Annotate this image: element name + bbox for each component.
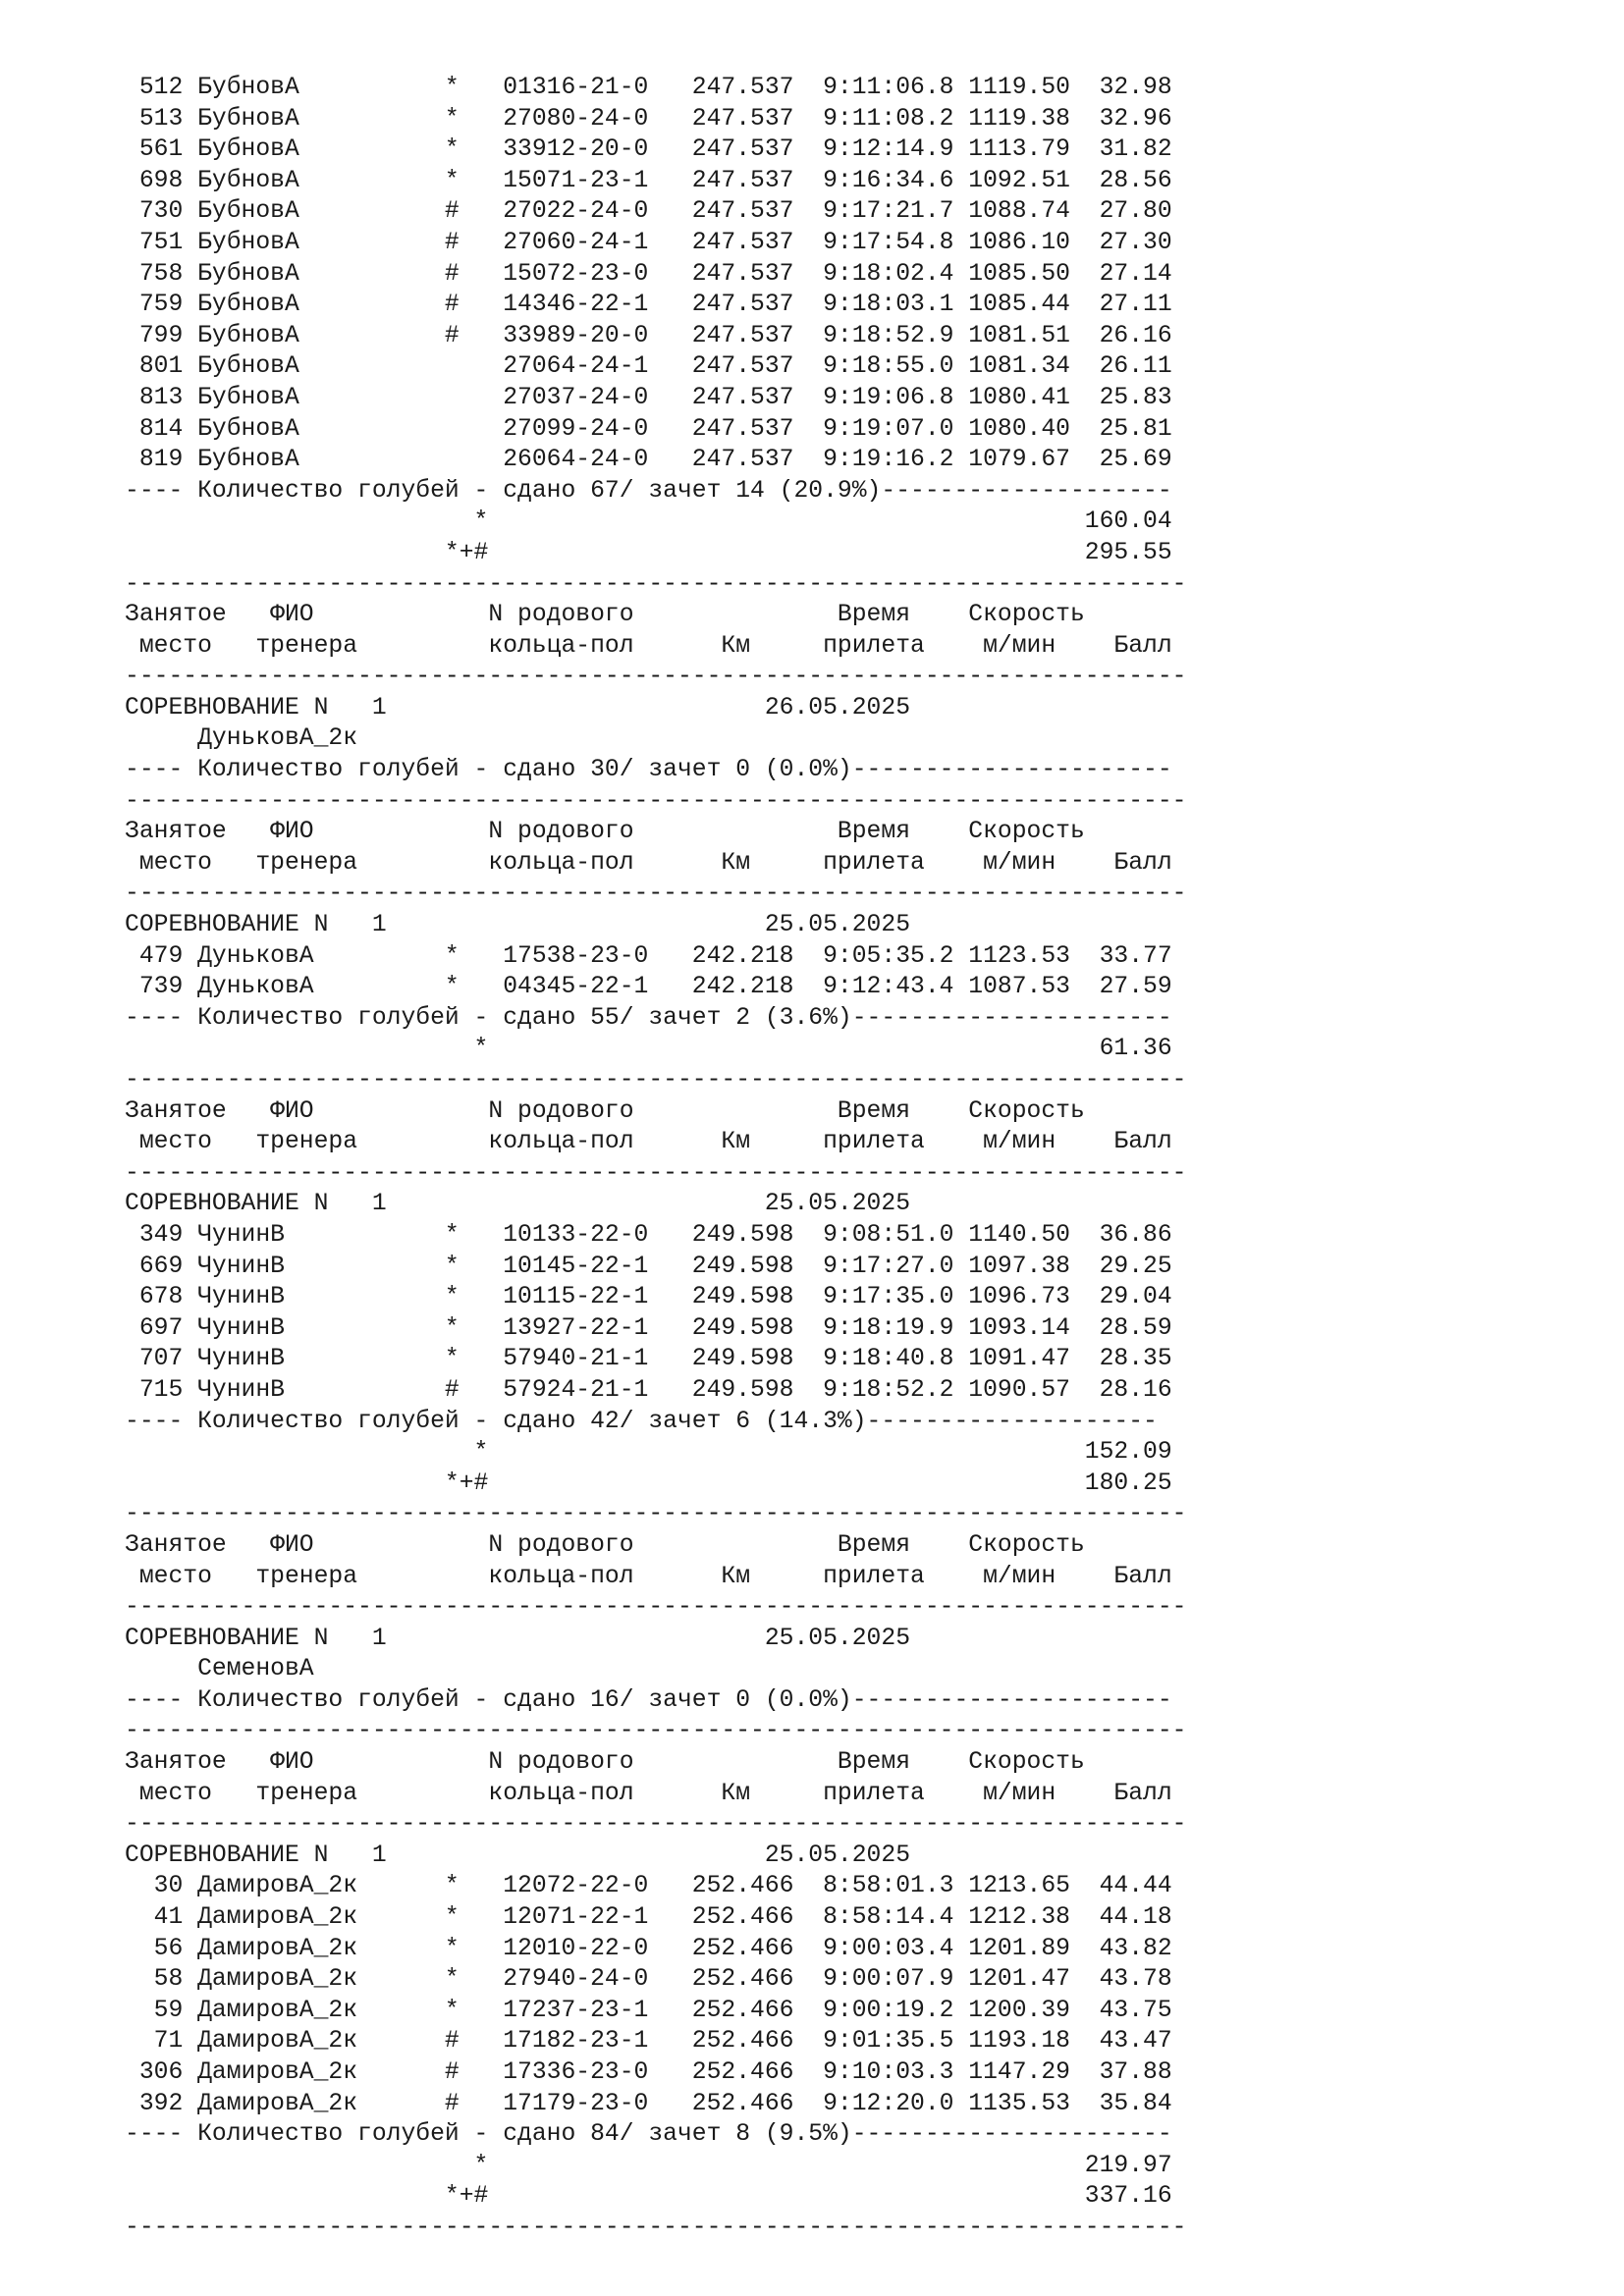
competition-header: СОРЕВНОВАНИЕ N 1 25.05.2025 <box>125 1190 911 1218</box>
competition-header: СОРЕВНОВАНИЕ N 1 25.05.2025 <box>125 1841 911 1869</box>
competition-header: СОРЕВНОВАНИЕ N 1 26.05.2025 <box>125 693 911 721</box>
score-total: * 61.36 <box>125 1035 1172 1063</box>
column-header: Занятое ФИО N родового Время Скорость <box>125 1530 1085 1559</box>
result-row: 758 БубновА # 15072-23-0 247.537 9:18:02.4 1085.50 27.14 <box>125 259 1172 288</box>
separator-line: ------------------------------------------------------------------------- <box>125 2213 1187 2241</box>
result-row: 513 БубновА * 27080-24-0 247.537 9:11:08.2 1119.38 32.96 <box>125 104 1172 133</box>
result-row: 56 ДамировА_2к * 12010-22-0 252.466 9:00:03.4 1201.89 43.82 <box>125 1934 1172 1962</box>
result-row: 479 ДуньковА * 17538-23-0 242.218 9:05:35.2 1123.53 33.77 <box>125 941 1172 970</box>
column-header: место тренера кольца-пол Км прилета м/мин Балл <box>125 848 1172 877</box>
separator-line: ------------------------------------------------------------------------- <box>125 1593 1187 1622</box>
result-row: 819 БубновА 26064-24-0 247.537 9:19:16.2 1079.67 25.69 <box>125 446 1172 474</box>
result-row: 349 ЧунинВ * 10133-22-0 249.598 9:08:51.0 1140.50 36.86 <box>125 1220 1172 1249</box>
result-row: 392 ДамировА_2к # 17179-23-0 252.466 9:12:20.0 1135.53 35.84 <box>125 2089 1172 2117</box>
result-row: 678 ЧунинВ * 10115-22-1 249.598 9:17:35.0 1096.73 29.04 <box>125 1283 1172 1311</box>
result-row: 306 ДамировА_2к # 17336-23-0 252.466 9:10:03.3 1147.29 37.88 <box>125 2058 1172 2086</box>
result-row: 801 БубновА 27064-24-1 247.537 9:18:55.0 1081.34 26.11 <box>125 352 1172 381</box>
separator-line: ------------------------------------------------------------------------- <box>125 1066 1187 1094</box>
separator-line: ------------------------------------------------------------------------- <box>125 786 1187 815</box>
column-header: Занятое ФИО N родового Время Скорость <box>125 1748 1085 1777</box>
separator-line: ------------------------------------------------------------------------- <box>125 880 1187 908</box>
score-total: *+# 295.55 <box>125 538 1172 566</box>
result-row: 697 ЧунинВ * 13927-22-1 249.598 9:18:19.9 1093.14 28.59 <box>125 1313 1172 1342</box>
summary-line: ---- Количество голубей - сдано 42/ зачет 6 (14.3%)-------------------- <box>125 1407 1158 1435</box>
column-header: место тренера кольца-пол Км прилета м/мин Балл <box>125 1128 1172 1156</box>
result-row: 561 БубновА * 33912-20-0 247.537 9:12:14.9 1113.79 31.82 <box>125 135 1172 164</box>
result-row: 739 ДуньковА * 04345-22-1 242.218 9:12:43.4 1087.53 27.59 <box>125 973 1172 1001</box>
score-total: *+# 180.25 <box>125 1468 1172 1497</box>
result-row: 669 ЧунинВ * 10145-22-1 249.598 9:17:27.0 1097.38 29.25 <box>125 1252 1172 1280</box>
result-row: 30 ДамировА_2к * 12072-22-0 252.466 8:58:01.3 1213.65 44.44 <box>125 1872 1172 1900</box>
column-header: место тренера кольца-пол Км прилета м/мин Балл <box>125 1779 1172 1807</box>
result-row: 59 ДамировА_2к * 17237-23-1 252.466 9:00:19.2 1200.39 43.75 <box>125 1996 1172 2024</box>
separator-line: ------------------------------------------------------------------------- <box>125 663 1187 691</box>
results-printout <box>125 73 1187 2244</box>
summary-line: ---- Количество голубей - сдано 30/ зачет 0 (0.0%)---------------------- <box>125 756 1172 784</box>
competition-header: СОРЕВНОВАНИЕ N 1 25.05.2025 <box>125 911 911 939</box>
separator-line: ------------------------------------------------------------------------- <box>125 1500 1187 1528</box>
result-row: 71 ДамировА_2к # 17182-23-1 252.466 9:01:35.5 1193.18 43.47 <box>125 2027 1172 2056</box>
column-header: Занятое ФИО N родового Время Скорость <box>125 818 1085 846</box>
separator-line: ------------------------------------------------------------------------- <box>125 1158 1187 1187</box>
result-row: 715 ЧунинВ # 57924-21-1 249.598 9:18:52.2 1090.57 28.16 <box>125 1375 1172 1404</box>
score-total: * 152.09 <box>125 1438 1172 1467</box>
result-row: 730 БубновА # 27022-24-0 247.537 9:17:21.7 1088.74 27.80 <box>125 197 1172 226</box>
result-row: 813 БубновА 27037-24-0 247.537 9:19:06.8 1080.41 25.83 <box>125 383 1172 411</box>
participant-name: СеменовА <box>125 1655 314 1683</box>
summary-line: ---- Количество голубей - сдано 55/ зачет 2 (3.6%)---------------------- <box>125 1003 1172 1032</box>
column-header: Занятое ФИО N родового Время Скорость <box>125 601 1085 629</box>
separator-line: ------------------------------------------------------------------------- <box>125 1810 1187 1839</box>
result-row: 799 БубновА # 33989-20-0 247.537 9:18:52.9 1081.51 26.16 <box>125 321 1172 349</box>
summary-line: ---- Количество голубей - сдано 84/ зачет 8 (9.5%)---------------------- <box>125 2120 1172 2149</box>
result-row: 707 ЧунинВ * 57940-21-1 249.598 9:18:40.8 1091.47 28.35 <box>125 1345 1172 1373</box>
competition-header: СОРЕВНОВАНИЕ N 1 25.05.2025 <box>125 1624 911 1652</box>
result-row: 41 ДамировА_2к * 12071-22-1 252.466 8:58:14.4 1212.38 44.18 <box>125 1903 1172 1932</box>
score-total: * 219.97 <box>125 2151 1172 2179</box>
column-header: место тренера кольца-пол Км прилета м/мин Балл <box>125 631 1172 660</box>
column-header: Занятое ФИО N родового Время Скорость <box>125 1096 1085 1125</box>
result-row: 698 БубновА * 15071-23-1 247.537 9:16:34.6 1092.51 28.56 <box>125 166 1172 194</box>
score-total: *+# 337.16 <box>125 2182 1172 2211</box>
participant-name: ДуньковА_2к <box>125 724 358 753</box>
separator-line: ------------------------------------------------------------------------- <box>125 569 1187 598</box>
result-row: 759 БубновА # 14346-22-1 247.537 9:18:03.1 1085.44 27.11 <box>125 291 1172 319</box>
summary-line: ---- Количество голубей - сдано 16/ зачет 0 (0.0%)---------------------- <box>125 1685 1172 1714</box>
result-row: 814 БубновА 27099-24-0 247.537 9:19:07.0 1080.40 25.81 <box>125 414 1172 443</box>
result-row: 751 БубновА # 27060-24-1 247.537 9:17:54.8 1086.10 27.30 <box>125 228 1172 256</box>
separator-line: ------------------------------------------------------------------------- <box>125 1717 1187 1745</box>
score-total: * 160.04 <box>125 507 1172 536</box>
result-row: 512 БубновА * 01316-21-0 247.537 9:11:06.8 1119.50 32.98 <box>125 74 1172 101</box>
result-row: 58 ДамировА_2к * 27940-24-0 252.466 9:00:07.9 1201.47 43.78 <box>125 1965 1172 1994</box>
summary-line: ---- Количество голубей - сдано 67/ зачет 14 (20.9%)-------------------- <box>125 476 1172 505</box>
column-header: место тренера кольца-пол Км прилета м/мин Балл <box>125 1562 1172 1590</box>
